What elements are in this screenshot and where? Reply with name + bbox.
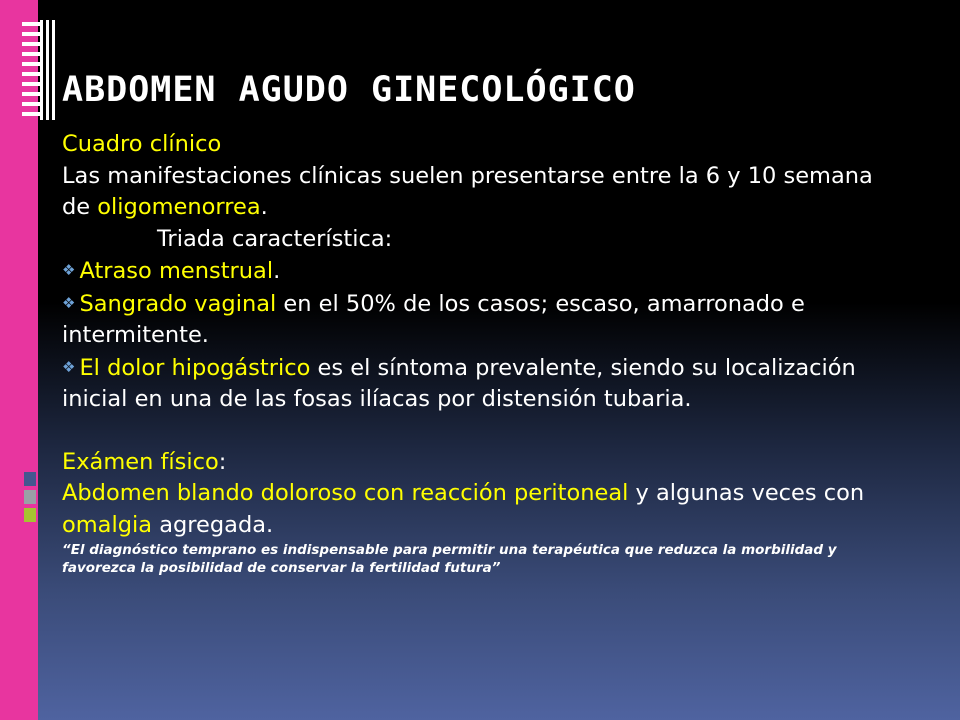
top-decoration [22,20,42,120]
exam-heading-text: Exámen físico [62,448,219,475]
top-decoration-accent [40,20,56,120]
bullet-highlight: Atraso menstrual [79,258,274,284]
bullet-text: es el síntoma prevalente, siendo su localización inicial en una de las fosas ilíacas por distensión tubaria. [62,354,856,412]
diamond-bullet-icon: ❖ [62,357,76,376]
bullet-highlight: El dolor hipogástrico [79,354,311,381]
list-item [62,288,902,352]
diamond-bullet-icon: ❖ [62,293,76,312]
exam-text-1: y algunas veces con [628,480,865,506]
list-item [62,352,902,416]
intro-text: Las manifestaciones clínicas suelen presentarse entre la 6 y 10 semana de [62,162,873,220]
diamond-bullet-icon: ❖ [62,261,76,279]
exam-text-2: agregada. [152,511,274,538]
bullet-highlight: Sangrado vaginal [79,290,277,317]
bullet-text: en el 50% de los casos; escaso, amarronado e intermitente. [62,290,805,348]
intro-highlight: oligomenorrea [97,194,261,220]
side-decoration [24,472,36,532]
exam-highlight-2: omalgia [62,511,153,538]
exam-paragraph [62,478,902,541]
bullet-text: . [273,258,281,284]
triad-label: Triada característica: [157,225,393,252]
slide-body [62,129,902,577]
section-heading-clinical: Cuadro clínico [62,131,222,157]
list-item [62,255,902,288]
section-heading-exam [62,447,902,479]
exam-heading-colon: : [218,448,227,475]
closing-quote: “El diagnóstico temprano es indispensable para permitir una terapéutica que reduzca la morbilidad y favorezca la posibilidad de conservar la fertilidad futura” [62,542,837,576]
intro-paragraph [62,161,902,224]
spacer [62,416,902,447]
exam-highlight-1: Abdomen blando doloroso con reacción peritoneal [62,480,629,506]
intro-end: . [260,194,268,220]
slide-title: ABDOMEN AGUDO GINECOLÓGICO [62,70,636,110]
